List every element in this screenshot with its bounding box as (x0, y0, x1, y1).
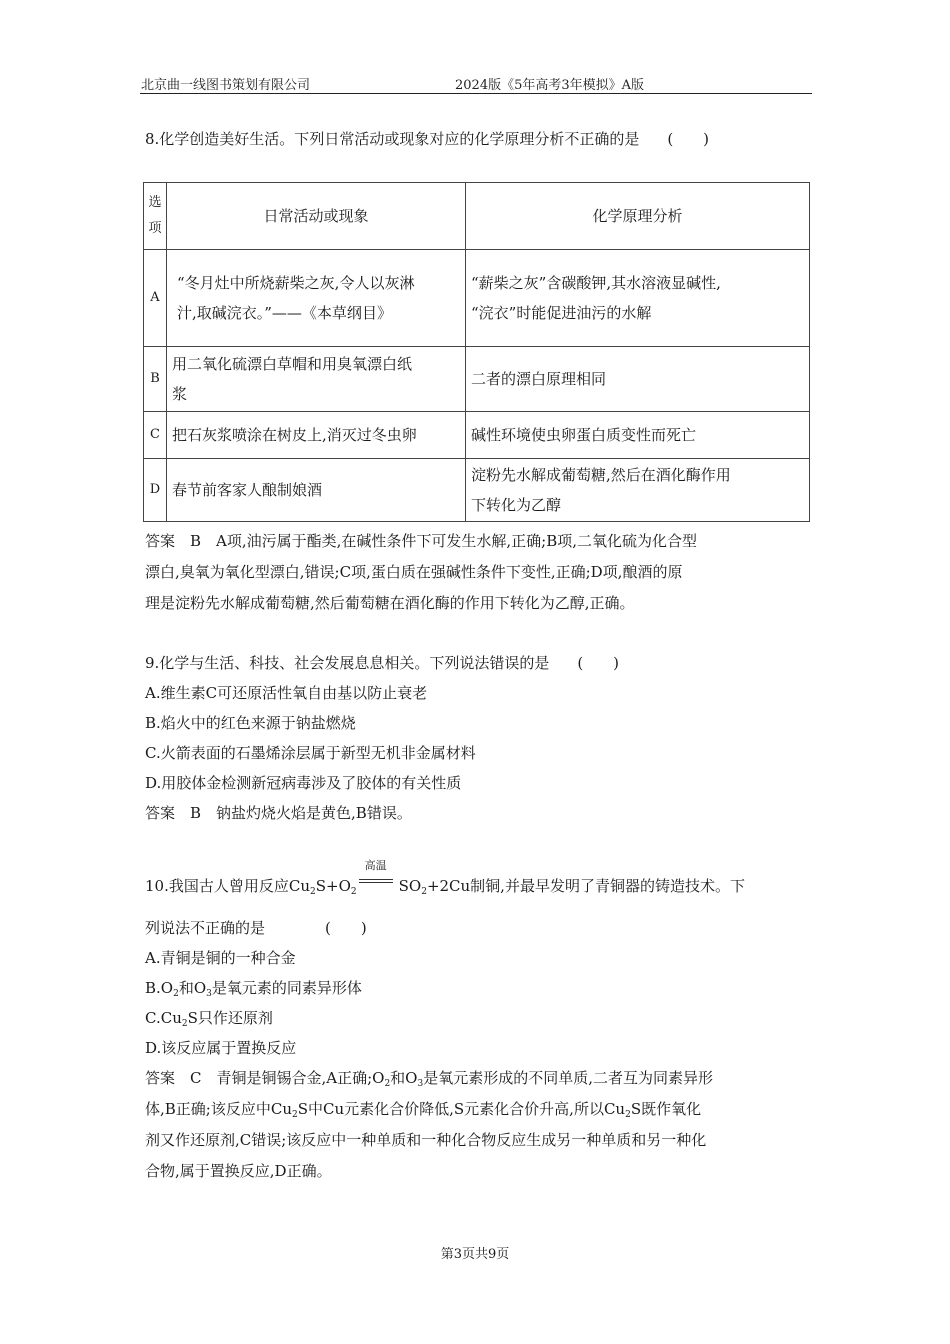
row-option: B (144, 347, 167, 412)
row-activity: 春节前客家人酿制娘酒 (167, 459, 466, 522)
header-option: 选 项 (144, 183, 167, 250)
q10-answer-line: 体,B正确;该反应中$Cu_2S$中Cu元素化合价降低,S元素化合价升高,所以$Cu_2S$既作氧化 (145, 1100, 702, 1120)
row-activity: 用二氧化硫漂白草帽和用臭氧漂白纸 浆 (167, 347, 466, 412)
q10-option-d: D.该反应属于置换反应 (145, 1039, 297, 1057)
q9-option-a: A.维生素C可还原活性氧自由基以防止衰老 (145, 684, 428, 702)
q10-stem: 10.我国古人曾用反应$Cu_2S+O_2$ 高温 $SO_2+2Cu$制铜,并最早发明了青铜器的铸造技术。下 (145, 859, 745, 897)
q10-answer-line: 剂又作还原剂,C错误;该反应中一种单质和一种化合物反应生成另一种单质和另一种化 (145, 1131, 707, 1149)
q9-option-d: D.用胶体金检测新冠病毒涉及了胶体的有关性质 (145, 774, 462, 792)
page-number: 第3页共9页 (440, 1247, 510, 1262)
q9-stem: 9.化学与生活、科技、社会发展息息相关。下列说法错误的是 ( ) (145, 654, 620, 672)
header-publisher: 北京曲一线图书策划有限公司 (141, 78, 311, 93)
table-row (144, 250, 810, 347)
q9-option-b: B.焰火中的红色来源于钠盐燃烧 (145, 714, 356, 732)
table-row (144, 347, 810, 412)
row-activity: “冬月灶中所烧薪柴之灰,令人以灰淋 汁,取碱浣衣。”——《本草纲目》 (167, 250, 466, 347)
q8-answer-line: 答案 B A项,油污属于酯类,在碱性条件下可发生水解,正确;B项,二氧化硫为化合型 (145, 532, 698, 550)
q10-option-a: A.青铜是铜的一种合金 (145, 949, 296, 967)
row-principle: 碱性环境使虫卵蛋白质变性而死亡 (466, 412, 810, 459)
header-rule (140, 93, 812, 94)
q10-option-c: $C.Cu_2S$只作还原剂 (145, 1009, 273, 1029)
q8-table (143, 182, 810, 522)
header-principle: 化学原理分析 (466, 183, 810, 250)
q8-answer-line: 理是淀粉先水解成葡萄糖,然后葡萄糖在酒化酶的作用下转化为乙醇,正确。 (145, 594, 635, 612)
q10-stem-line2: 列说法不正确的是 ( ) (145, 919, 367, 937)
reaction-condition: 高温 (359, 881, 393, 891)
row-option: D (144, 459, 167, 522)
header-book-title: 2024版《5年高考3年模拟》A版 (455, 78, 645, 93)
q9-option-c: C.火箭表面的石墨烯涂层属于新型无机非金属材料 (145, 744, 476, 762)
q9-answer: 答案 B 钠盐灼烧火焰是黄色,B错误。 (145, 804, 412, 822)
q10-answer-line: 合物,属于置换反应,D正确。 (145, 1162, 332, 1180)
table-row (144, 459, 810, 522)
q10-option-b: $B.O_2$和$O_3$是氧元素的同素异形体 (145, 979, 362, 999)
header-activity: 日常活动或现象 (167, 183, 466, 250)
row-principle: 二者的漂白原理相同 (466, 347, 810, 412)
q8-stem: 8.化学创造美好生活。下列日常活动或现象对应的化学原理分析不正确的是 ( ) (145, 130, 710, 148)
table-header-row (144, 183, 810, 250)
q8-answer-line: 漂白,臭氧为氧化型漂白,错误;C项,蛋白质在强碱性条件下变性,正确;D项,酿酒的原 (145, 563, 683, 581)
table-row (144, 412, 810, 459)
q10-answer-line: 答案 C 青铜是铜锡合金,A正确$;O_2$和$O_3$是氧元素形成的不同单质,二者互为同素异形 (145, 1069, 713, 1089)
row-activity: 把石灰浆喷涂在树皮上,消灭过冬虫卵 (167, 412, 466, 459)
row-option: A (144, 250, 167, 347)
row-principle: “薪柴之灰”含碳酸钾,其水溶液显碱性, “浣衣”时能促进油污的水解 (466, 250, 810, 347)
row-principle: 淀粉先水解成葡萄糖,然后在酒化酶作用 下转化为乙醇 (466, 459, 810, 522)
row-option: C (144, 412, 167, 459)
